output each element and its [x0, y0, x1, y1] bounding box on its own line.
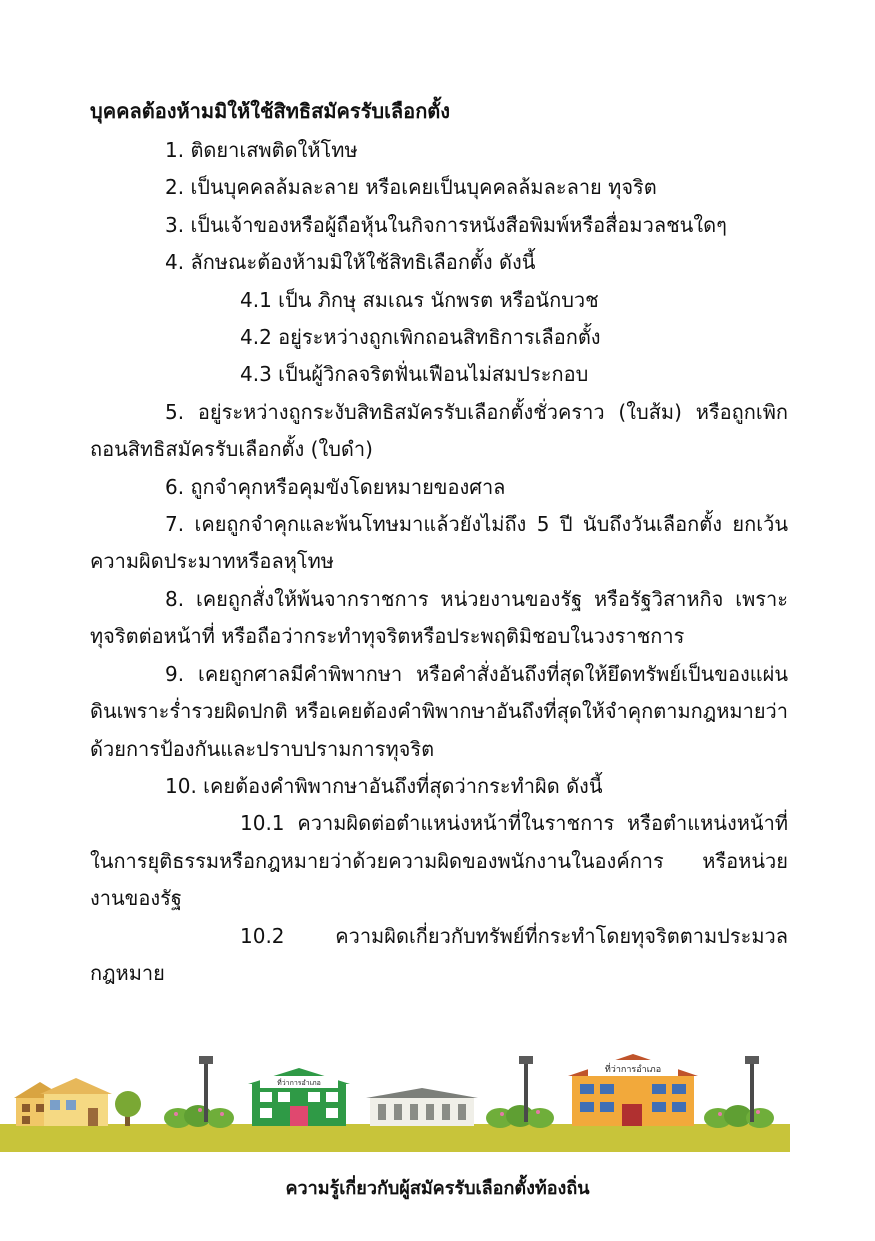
page-title: บุคคลต้องห้ามมิให้ใช้สิทธิสมัครรับเลือกตั้ง — [90, 99, 451, 123]
town-illustration — [0, 1048, 790, 1152]
tree-round — [115, 1091, 141, 1126]
gray-building — [366, 1088, 478, 1126]
page-footer: ความรู้เกี่ยวกับผู้สมัครรับเลือกตั้งท้องถิ่น — [285, 1178, 590, 1199]
document-body — [90, 132, 788, 992]
list-item-10-1: 10.1 ความผิดต่อตำแหน่งหน้าที่ในราชการ หรือตำแหน่งหน้าที่ในการยุติธรรมหรือกฎหมายว่าด้วยความผิดของพนักงานในองค์การ หรือหน่วยงานของรัฐ — [90, 811, 788, 911]
list-item-5: 5. อยู่ระหว่างถูกระงับสิทธิสมัครรับเลือกตั้งชั่วคราว (ใบส้ม) หรือถูกเพิกถอนสิทธิสมัครรับเลือกตั้ง (ใบดำ) — [90, 399, 788, 462]
list-item-10: 10. เคยต้องคำพิพากษาอันถึงที่สุดว่ากระทำผิด ดังนี้ — [165, 773, 603, 798]
list-item-3: 3. เป็นเจ้าของหรือผู้ถือหุ้นในกิจการหนังสือพิมพ์หรือสื่อมวลชนใดๆ — [165, 212, 727, 237]
ground-strip — [0, 1124, 790, 1152]
list-item-4-1: 4.1 เป็น ภิกษุ สมเณร นักพรต หรือนักบวช — [240, 287, 599, 312]
list-item-9: 9. เคยถูกศาลมีคำพิพากษา หรือคำสั่งอันถึงที่สุดให้ยึดทรัพย์เป็นของแผ่นดินเพราะร่ำรวยผิดปกติ หรือเคยต้องคำพิพากษาอันถึงที่สุดให้จำคุกตามกฎหมายว่าด้วยการป้องกันและปราบปรามการทุจริต — [90, 661, 788, 761]
bushes-left — [164, 1105, 234, 1128]
list-item-4: 4. ลักษณะต้องห้ามมิให้ใช้สิทธิเลือกตั้ง ดังนี้ — [165, 250, 536, 275]
list-item-1: 1. ติดยาเสพติดให้โทษ — [165, 138, 358, 162]
list-item-7: 7. เคยถูกจำคุกและพ้นโทษมาแล้วยังไม่ถึง 5 ปี นับถึงวันเลือกตั้ง ยกเว้นความผิดประมาทหรือลหุโทษ — [90, 512, 788, 574]
bushes-right — [704, 1105, 774, 1128]
bushes-mid — [486, 1105, 554, 1128]
sign-right-text: ที่ว่าการอำเภอ — [604, 1065, 662, 1075]
list-item-2: 2. เป็นบุคคลล้มละลาย หรือเคยเป็นบุคคลล้มละลาย ทุจริต — [165, 175, 657, 200]
list-item-4-3: 4.3 เป็นผู้วิกลจริตฟั่นเฟือนไม่สมประกอบ — [240, 362, 589, 387]
yellow-house — [40, 1078, 112, 1126]
green-building — [248, 1068, 350, 1126]
list-item-6: 6. ถูกจำคุกหรือคุมขังโดยหมายของศาล — [165, 474, 506, 499]
list-item-10-2: 10.2 ความผิดเกี่ยวกับทรัพย์ที่กระทำโดยทุจริตตามประมวลกฎหมาย — [90, 923, 788, 985]
sign-left-text: ที่ว่าการอำเภอ — [277, 1079, 321, 1087]
list-item-8: 8. เคยถูกสั่งให้พ้นจากราชการ หน่วยงานของรัฐ หรือรัฐวิสาหกิจ เพราะทุจริตต่อหน้าที่ หรือถือว่ากระทำทุจริตหรือประพฤติมิชอบในวงราชการ — [90, 586, 788, 649]
list-item-4-2: 4.2 อยู่ระหว่างถูกเพิกถอนสิทธิการเลือกตั้ง — [240, 325, 601, 350]
